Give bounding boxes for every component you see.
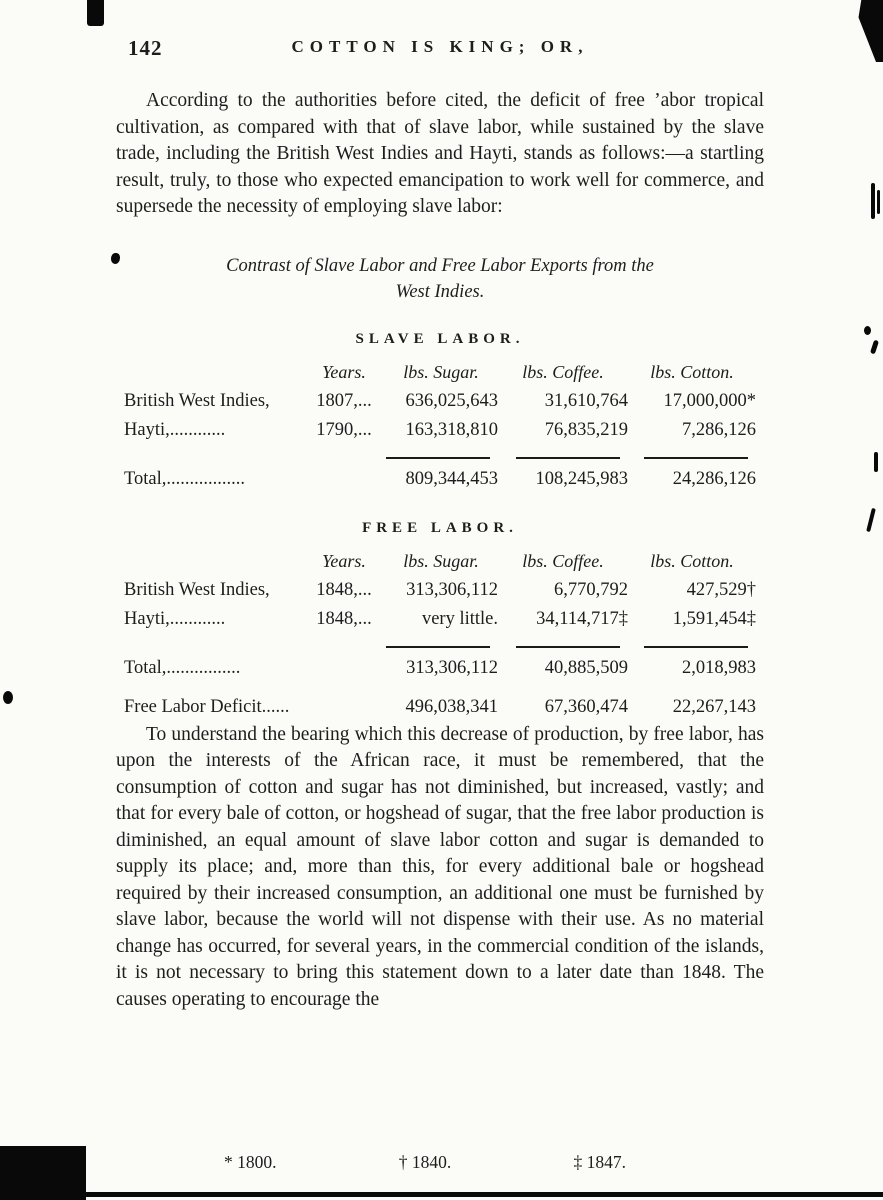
deficit-label: Free Labor Deficit......	[124, 696, 290, 717]
table-cell-sugar: very little.	[421, 608, 498, 629]
scan-artifact-right-edge	[864, 326, 871, 335]
paragraph-intro: According to the authorities before cited, the deficit of free ’abor tropical cultivation, as compared with that of slave labor, while sustained by the slave trade, including the British West Indies and Hayti, stands as follows:—a startling result, truly, to those who expected emancipation to work well for commerce, and supersede the necessity of employing slave labor:	[116, 90, 764, 217]
table-cell-year: 1807,...	[316, 390, 372, 411]
scan-artifact-right-edge	[871, 183, 875, 219]
table-row	[124, 387, 756, 416]
footnote-dagger: † 1840.	[398, 1152, 452, 1172]
total-label: Total,................	[124, 657, 241, 678]
free-labor-table	[124, 547, 756, 722]
table-rule-row	[124, 634, 756, 648]
table-header-row	[124, 547, 756, 576]
deficit-cotton: 22,267,143	[672, 696, 756, 717]
scan-artifact-top-right	[848, 0, 883, 62]
table-cell-cotton: 7,286,126	[682, 419, 756, 440]
table-cell-name: British West Indies,	[124, 390, 270, 411]
total-coffee: 40,885,509	[544, 657, 628, 678]
table-total-row	[124, 648, 756, 683]
slave-labor-table	[124, 358, 756, 494]
table-cell-cotton: 427,529†	[686, 579, 756, 600]
scan-artifact-right-edge	[870, 340, 879, 355]
total-cotton: 2,018,983	[682, 657, 756, 678]
table-cell-year: 1790,...	[316, 419, 372, 440]
column-header-coffee: lbs. Coffee.	[522, 361, 604, 382]
footnotes	[224, 1152, 626, 1173]
table-cell-year: 1848,...	[316, 579, 372, 600]
scan-artifact-right-edge	[874, 452, 878, 472]
scan-artifact-right-edge	[866, 508, 876, 532]
column-header-sugar: lbs. Sugar.	[403, 550, 479, 571]
table-deficit-row	[124, 683, 756, 722]
table-cell-name: Hayti,............	[124, 419, 226, 440]
page-body	[116, 34, 764, 1013]
table-cell-coffee: 31,610,764	[544, 390, 628, 411]
free-labor-heading: FREE LABOR.	[362, 519, 518, 536]
total-sugar: 313,306,112	[406, 657, 498, 678]
column-header-coffee: lbs. Coffee.	[522, 550, 604, 571]
table-cell-year: 1848,...	[316, 608, 372, 629]
table-total-row	[124, 459, 756, 494]
column-header-years: Years.	[322, 550, 366, 571]
scan-artifact-bottom-edge	[86, 1192, 883, 1197]
deficit-sugar: 496,038,341	[405, 696, 498, 717]
scan-artifact-bottom-left	[0, 1146, 86, 1200]
column-header-sugar: lbs. Sugar.	[403, 361, 479, 382]
deficit-coffee: 67,360,474	[544, 696, 628, 717]
table-cell-cotton: 1,591,454‡	[672, 608, 756, 629]
scan-artifact-top-left	[87, 0, 104, 26]
table-row	[124, 605, 756, 634]
table-caption	[116, 253, 764, 305]
column-header-cotton: lbs. Cotton.	[650, 550, 734, 571]
table-cell-sugar: 163,318,810	[405, 419, 498, 440]
total-coffee: 108,245,983	[535, 468, 628, 489]
total-sugar: 809,344,453	[405, 468, 498, 489]
footnote-double-dagger: ‡ 1847.	[573, 1152, 626, 1172]
footnote-asterisk: * 1800.	[224, 1152, 277, 1172]
total-cotton: 24,286,126	[672, 468, 756, 489]
table-cell-name: British West Indies,	[124, 579, 270, 600]
table-cell-cotton: 17,000,000*	[663, 390, 756, 411]
table-caption-line2: West Indies.	[395, 281, 485, 302]
table-rule-row	[124, 445, 756, 459]
scan-artifact-right-edge	[877, 190, 880, 214]
running-title: COTTON IS KING; OR,	[291, 37, 589, 56]
slave-labor-heading: SLAVE LABOR.	[355, 330, 525, 347]
table-cell-coffee: 6,770,792	[554, 579, 628, 600]
table-cell-coffee: 34,114,717‡	[536, 608, 628, 629]
paragraph-discussion: To understand the bearing which this decrease of production, by free labor, has upon the interests of the African race, it must be remembered, that the consumption of cotton and sugar has not diminished, but increased, vastly; and that for every bale of cotton, or hogshead of sugar, that the free labor production is diminished, an equal amount of slave labor cotton and sugar is demanded to supply its place; and, more than this, for every additional bale or hogshead required by their increased consumption, an additional one must be furnished by slave labor, because the world will not dispense with their use. As no material change has occurred, for several years, in the commercial condition of the islands, it is not necessary to bring this statement down to a later date than 1848. The causes operating to encourage the	[116, 723, 764, 1010]
table-header-row	[124, 358, 756, 387]
page-number: 142	[128, 36, 163, 60]
table-caption-line1: Contrast of Slave Labor and Free Labor Exports from the	[226, 255, 654, 276]
table-row	[124, 416, 756, 445]
table-row	[124, 576, 756, 605]
table-cell-coffee: 76,835,219	[544, 419, 628, 440]
page-header	[116, 34, 764, 64]
scan-artifact-left-edge	[3, 691, 13, 704]
table-cell-sugar: 313,306,112	[406, 579, 498, 600]
column-header-cotton: lbs. Cotton.	[650, 361, 734, 382]
table-cell-name: Hayti,............	[124, 608, 226, 629]
table-cell-sugar: 636,025,643	[405, 390, 498, 411]
total-label: Total,.................	[124, 468, 245, 489]
column-header-years: Years.	[322, 361, 366, 382]
